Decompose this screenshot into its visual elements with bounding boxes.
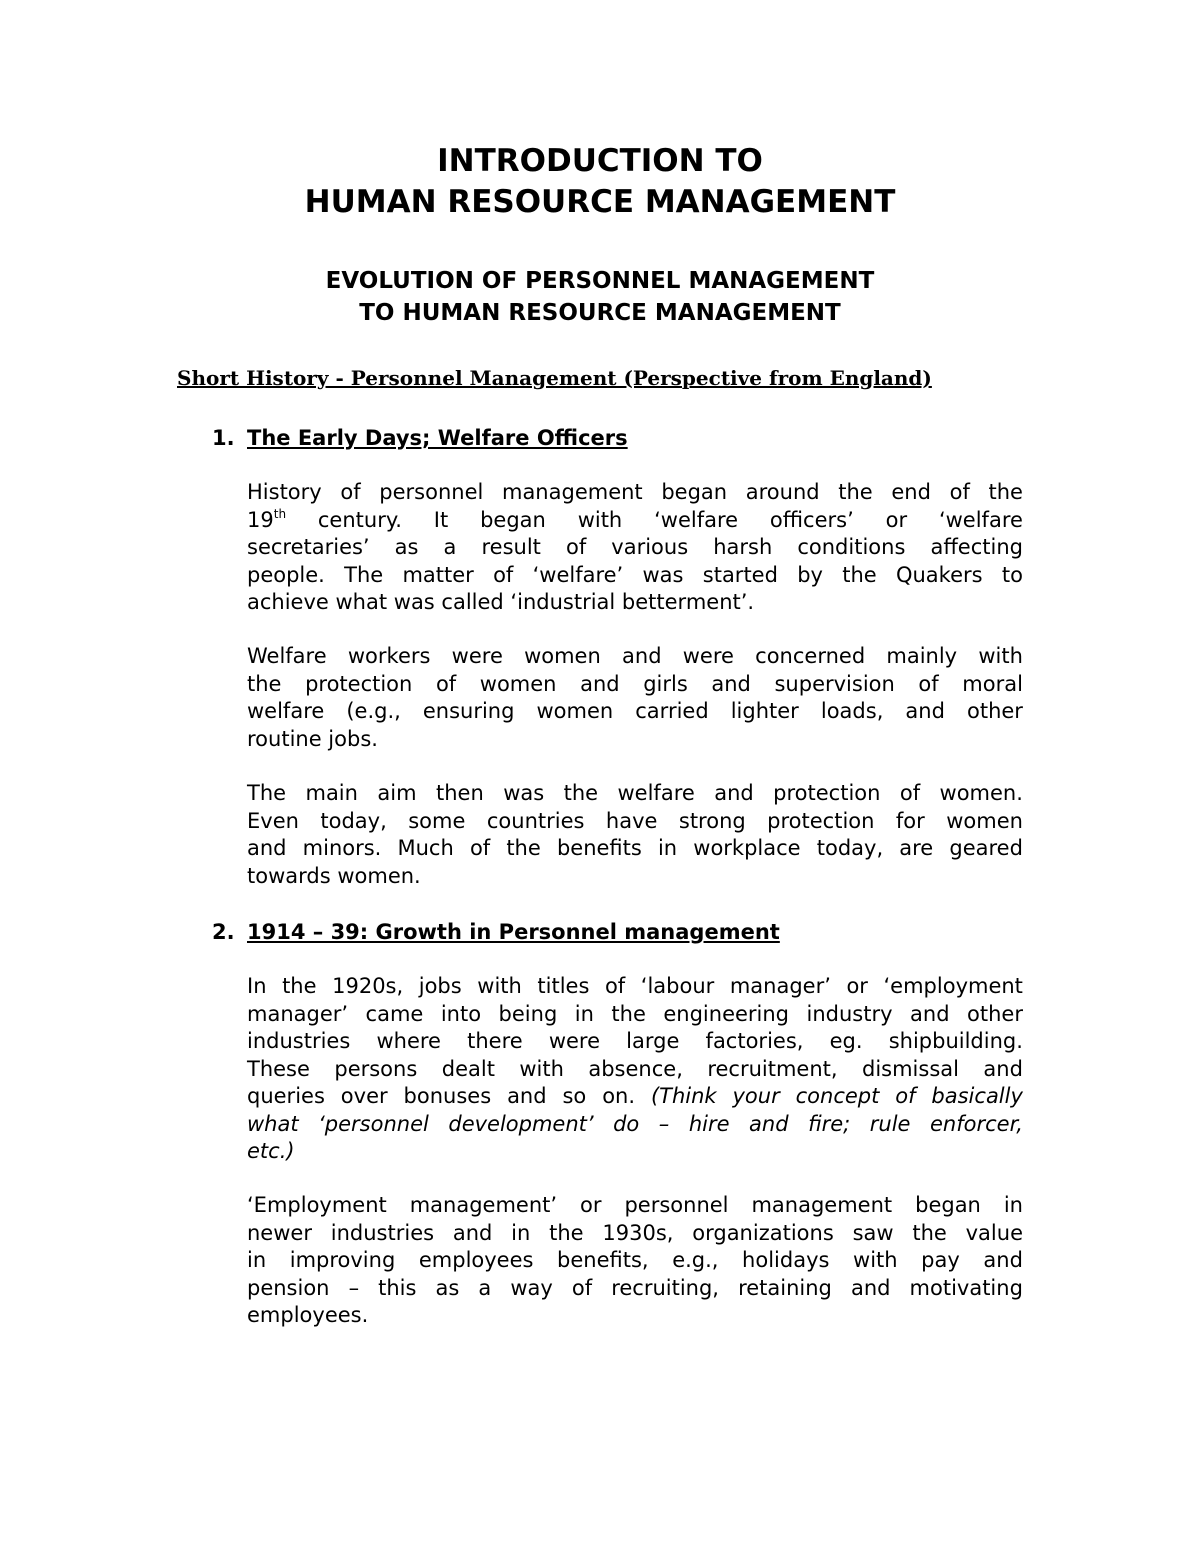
paragraph-word: on.: [602, 1084, 636, 1108]
paragraph-word: geared: [949, 836, 1023, 860]
paragraph-word: workers: [347, 644, 431, 668]
paragraph-word: in: [574, 1001, 594, 1026]
paragraph-word: women: [946, 808, 1023, 833]
document-subtitle-line-2: TO HUMAN RESOURCE MANAGEMENT: [359, 300, 841, 326]
paragraph-word: management: [751, 1193, 893, 1217]
paragraph-word: organizations: [692, 1220, 834, 1245]
paragraph-word: do: [613, 1111, 640, 1136]
document-title-line-2: HUMAN RESOURCE MANAGEMENT: [304, 184, 896, 220]
paragraph-line: [247, 1275, 1023, 1303]
paragraph-word: was: [503, 781, 545, 805]
paragraph-word: the: [842, 562, 877, 587]
paragraph-line: [247, 507, 1023, 535]
paragraph-word: benefits: [556, 836, 642, 860]
paragraph-word: affecting: [930, 535, 1023, 559]
paragraph-word: The: [247, 781, 287, 805]
paragraph-word: end: [891, 480, 931, 504]
paragraph-line: [247, 835, 1023, 863]
paragraph-word: Much: [397, 836, 454, 860]
paragraph-word: manager’: [247, 1001, 349, 1026]
paragraph-word: main: [305, 781, 358, 805]
paragraph-word: of: [493, 562, 514, 587]
paragraph-word: dealt: [441, 1056, 495, 1081]
paragraph-word: pension: [247, 1275, 330, 1300]
paragraph-word: a: [443, 535, 457, 559]
paragraph-word: manager’: [729, 974, 831, 998]
paragraph-word: and: [580, 671, 620, 696]
paragraph-word: –: [658, 1111, 670, 1136]
paragraph-word: saw: [852, 1220, 894, 1245]
paragraph-word: protection: [773, 781, 881, 805]
paragraph-line: [247, 1001, 1023, 1029]
paragraph-word: and: [983, 1248, 1023, 1272]
paragraph-word: and: [507, 1084, 547, 1108]
document-subtitle-line-1: EVOLUTION OF PERSONNEL MANAGEMENT: [325, 268, 875, 294]
paragraph-word: and: [622, 644, 662, 668]
paragraph-word: the: [988, 480, 1023, 504]
paragraph-word: development’: [448, 1111, 594, 1136]
paragraph-word: the: [838, 480, 873, 504]
paragraph-word: industries: [330, 1220, 435, 1245]
section-number: 2.: [212, 920, 235, 944]
paragraph-word: what: [247, 1111, 299, 1136]
paragraph-word: were: [548, 1029, 601, 1053]
paragraph-line: [247, 698, 1023, 726]
paragraph-word: and: [850, 1275, 891, 1300]
paragraph-word: women: [479, 671, 557, 696]
paragraph-word: ‘personnel: [318, 1111, 429, 1136]
paragraph-word: and: [983, 1056, 1023, 1081]
paragraph-word: and: [905, 699, 945, 723]
paragraph-word: of: [571, 1275, 593, 1300]
paragraph-word: and: [910, 1001, 950, 1026]
paragraph-word: century.: [317, 507, 402, 532]
paragraph-word: to: [1001, 562, 1023, 587]
paragraph-word: workplace: [693, 836, 801, 860]
paragraph-word: recruitment,: [707, 1056, 838, 1081]
paragraph-word: began: [480, 507, 546, 532]
paragraph-word: ‘welfare’: [532, 562, 624, 587]
paragraph-word: fire;: [808, 1111, 851, 1136]
paragraph-word: holidays: [742, 1248, 830, 1272]
paragraph-word: History: [247, 480, 322, 504]
paragraph-line: [247, 562, 1023, 590]
paragraph-word: over: [340, 1084, 388, 1108]
section-heading-text: 1914 – 39: Growth in Personnel management: [247, 920, 780, 944]
paragraph-word: girls: [643, 671, 688, 696]
paragraph-word: retaining: [738, 1275, 832, 1300]
paragraph-word: of: [918, 671, 939, 696]
paragraph-word: women.: [939, 781, 1023, 805]
paragraph-line: [247, 1056, 1023, 1084]
paragraph-word: protection: [305, 671, 413, 696]
paragraph-word: countries: [486, 808, 585, 833]
paragraph-word: were: [451, 644, 503, 668]
paragraph-word: 1920s,: [332, 974, 404, 998]
paragraph-word: then: [435, 781, 484, 805]
paragraph-word: 19: [247, 507, 274, 532]
paragraph-word: –: [348, 1275, 360, 1300]
superscript: th: [273, 506, 287, 521]
paragraph-word: and: [452, 1220, 493, 1245]
paragraph-word: the: [282, 974, 317, 998]
paragraph-word: titles: [537, 974, 590, 998]
paragraph-line: [247, 1192, 1023, 1220]
paragraph-word: mainly: [886, 644, 958, 668]
paragraph-word: Even: [247, 808, 299, 833]
paragraph-word: protection: [767, 808, 875, 833]
paragraph-word: motivating: [909, 1275, 1023, 1300]
paragraph-word: Welfare: [247, 644, 327, 668]
paragraph-word: the: [506, 836, 541, 860]
paragraph-line: [247, 1302, 1023, 1330]
paragraph-word: ‘employment: [883, 974, 1023, 998]
paragraph-word: large: [626, 1029, 680, 1053]
paragraph-word: In: [247, 974, 267, 998]
paragraph-line: [247, 589, 1023, 617]
paragraph: [247, 780, 1023, 890]
paragraph-word: basically: [931, 1084, 1023, 1108]
paragraph-word: concept: [795, 1084, 880, 1108]
paragraph-line: [247, 808, 1023, 836]
paragraph-line: [247, 726, 1023, 754]
paragraph-word: officers’: [769, 507, 854, 532]
paragraph-word: or: [885, 507, 908, 532]
paragraph-word: the: [549, 1220, 584, 1245]
paragraph-word: in: [1003, 1193, 1023, 1217]
paragraph-word: e.g.,: [672, 1248, 719, 1272]
paragraph-word: welfare: [247, 699, 325, 723]
paragraph-word: towards women.: [247, 863, 421, 888]
paragraph-word: with: [577, 507, 623, 532]
section-heading: [212, 424, 628, 452]
paragraph-word: so: [562, 1084, 587, 1108]
paragraph-word: of: [949, 480, 970, 504]
paragraph-word: of: [469, 836, 491, 860]
paragraph-word: factories,: [705, 1029, 804, 1053]
paragraph-line: [247, 1028, 1023, 1056]
paragraph-line: [247, 780, 1023, 808]
paragraph-word: strong: [678, 808, 746, 833]
paragraph-line: [247, 1083, 1023, 1111]
paragraph-word: the: [611, 1001, 646, 1026]
paragraph-word: management’: [409, 1193, 558, 1217]
paragraph-word: came: [365, 1001, 424, 1026]
paragraph-word: way: [510, 1275, 553, 1300]
paragraph-word: today,: [320, 808, 387, 833]
paragraph-word: eg.: [829, 1029, 863, 1053]
paragraph-word: matter: [402, 562, 474, 587]
paragraph-word: there: [467, 1029, 523, 1053]
paragraph-word: in: [657, 836, 678, 860]
paragraph-word: were: [682, 644, 734, 668]
paragraph-word: secretaries’: [247, 535, 370, 559]
paragraph-word: personnel: [379, 480, 484, 504]
paragraph-word: jobs: [418, 974, 462, 998]
paragraph-word: began: [915, 1193, 981, 1217]
paragraph-word: a: [478, 1275, 492, 1300]
paragraph-word: newer: [247, 1220, 312, 1245]
paragraph-word: employees.: [247, 1303, 369, 1327]
paragraph-word: the: [912, 1220, 947, 1245]
paragraph-word: absence,: [588, 1056, 683, 1081]
paragraph-word: are: [899, 836, 934, 860]
paragraph-word: other: [967, 1001, 1023, 1026]
paragraph-word: and: [711, 671, 751, 696]
paragraph-word: personnel: [624, 1193, 729, 1217]
paragraph-line: [247, 1247, 1023, 1275]
paragraph-word: queries: [247, 1084, 325, 1108]
paragraph-word: was: [642, 562, 684, 587]
paragraph-word: enforcer,: [930, 1111, 1023, 1136]
paragraph-word: lighter: [730, 699, 799, 723]
paragraph-word: today,: [816, 836, 884, 860]
paragraph-word: or: [580, 1193, 602, 1217]
paragraph-word: of: [899, 781, 921, 805]
paragraph-word: as: [394, 535, 419, 559]
paragraph-line: [247, 863, 1023, 891]
paragraph-word: pay: [921, 1248, 960, 1272]
paragraph-word: achieve what was called ‘industrial betterment’.: [247, 590, 755, 614]
paragraph: [247, 643, 1023, 753]
paragraph-word: bonuses: [403, 1084, 492, 1108]
paragraph-word: (Think: [650, 1084, 717, 1108]
paragraph-word: harsh: [713, 535, 773, 559]
paragraph-word: of: [565, 535, 587, 559]
paragraph-word: of: [895, 1084, 916, 1108]
paragraph-word: moral: [962, 671, 1023, 696]
paragraph-word: value: [965, 1220, 1023, 1245]
paragraph-word: benefits,: [557, 1248, 649, 1272]
paragraph-word: etc.): [247, 1139, 295, 1163]
section-number: 1.: [212, 426, 235, 450]
paragraph-word: The: [344, 562, 384, 587]
paragraph-word: persons: [334, 1056, 418, 1081]
paragraph-word: routine jobs.: [247, 726, 378, 751]
paragraph-word: for: [895, 808, 925, 833]
paragraph: [247, 479, 1023, 617]
section-heading-text: The Early Days; Welfare Officers: [247, 426, 628, 450]
paragraph-word: carried: [635, 699, 709, 723]
paragraph-word: ‘welfare: [938, 507, 1023, 532]
paragraph-word: improving: [289, 1248, 396, 1272]
paragraph-word: concerned: [755, 644, 866, 668]
paragraph-word: in: [247, 1248, 267, 1272]
paragraph-word: rule: [869, 1111, 911, 1136]
paragraph-word: women: [524, 644, 601, 668]
paragraph-word: management: [501, 480, 643, 504]
paragraph-word: in: [511, 1220, 531, 1245]
paragraph-word: hire: [688, 1111, 730, 1136]
paragraph-word: being: [498, 1001, 558, 1026]
paragraph-word: [247, 507, 286, 535]
paragraph-word: started: [702, 562, 778, 587]
paragraph-line: [247, 479, 1023, 507]
paragraph-word: people.: [247, 562, 325, 587]
paragraph-word: These: [247, 1056, 310, 1081]
paragraph-word: with: [477, 974, 522, 998]
paragraph-word: loads,: [820, 699, 884, 723]
section-heading: [212, 918, 780, 946]
paragraph-word: with: [978, 644, 1023, 668]
paragraph-word: employees: [418, 1248, 534, 1272]
paragraph-word: and: [749, 1111, 789, 1136]
paragraph-word: Quakers: [895, 562, 983, 587]
paragraph-word: and: [247, 836, 287, 860]
paragraph-word: with: [519, 1056, 564, 1081]
paragraph-word: around: [745, 480, 820, 504]
document-title-line-1: INTRODUCTION TO: [437, 143, 763, 179]
paragraph-word: the: [247, 671, 282, 696]
paragraph-word: industries: [247, 1029, 351, 1053]
paragraph-word: of: [340, 480, 361, 504]
paragraph-word: as: [435, 1275, 460, 1300]
paragraph-word: 1930s,: [602, 1220, 674, 1245]
paragraph-line: [247, 643, 1023, 671]
paragraph-word: ‘Employment: [247, 1193, 387, 1217]
paragraph-word: minors.: [302, 836, 382, 860]
paragraph-word: the: [563, 781, 599, 805]
paragraph-word: dismissal: [862, 1056, 959, 1081]
paragraph-word: of: [604, 974, 626, 998]
paragraph-line: [247, 1220, 1023, 1248]
paragraph: [247, 1192, 1023, 1330]
paragraph-word: where: [376, 1029, 441, 1053]
paragraph-word: various: [611, 535, 689, 559]
paragraph-word: of: [435, 671, 457, 696]
paragraph-word: began: [661, 480, 728, 504]
paragraph-word: have: [605, 808, 658, 833]
paragraph-word: ‘welfare: [654, 507, 739, 532]
paragraph-word: engineering: [663, 1001, 790, 1026]
paragraph-word: ‘labour: [640, 974, 715, 998]
paragraph-word: your: [732, 1084, 780, 1108]
paragraph-word: this: [378, 1275, 417, 1300]
paragraph-line: [247, 671, 1023, 699]
paragraph-word: welfare: [617, 781, 695, 805]
paragraph-word: conditions: [797, 535, 906, 559]
paragraph-word: result: [481, 535, 541, 559]
paragraph-word: industry: [806, 1001, 893, 1026]
paragraph-line: [247, 973, 1023, 1001]
paragraph-word: with: [853, 1248, 898, 1272]
paragraph-word: recruiting,: [611, 1275, 719, 1300]
short-history-heading: Short History - Personnel Management (Perspective from England): [177, 366, 932, 390]
paragraph-word: ensuring: [422, 699, 515, 723]
paragraph-word: other: [966, 699, 1023, 723]
paragraph-word: It: [433, 507, 449, 532]
paragraph-line: [247, 534, 1023, 562]
paragraph-word: or: [846, 974, 868, 998]
paragraph-word: supervision: [774, 671, 895, 696]
paragraph-word: women: [536, 699, 614, 723]
paragraph-word: some: [408, 808, 466, 833]
paragraph-word: shipbuilding.: [888, 1029, 1023, 1053]
paragraph-word: (e.g.,: [346, 699, 401, 723]
paragraph-line: [247, 1138, 1023, 1166]
paragraph-word: aim: [377, 781, 417, 805]
paragraph-word: by: [797, 562, 823, 587]
paragraph: [247, 973, 1023, 1166]
paragraph-line: [247, 1111, 1023, 1139]
paragraph-word: into: [440, 1001, 482, 1026]
paragraph-word: and: [714, 781, 754, 805]
